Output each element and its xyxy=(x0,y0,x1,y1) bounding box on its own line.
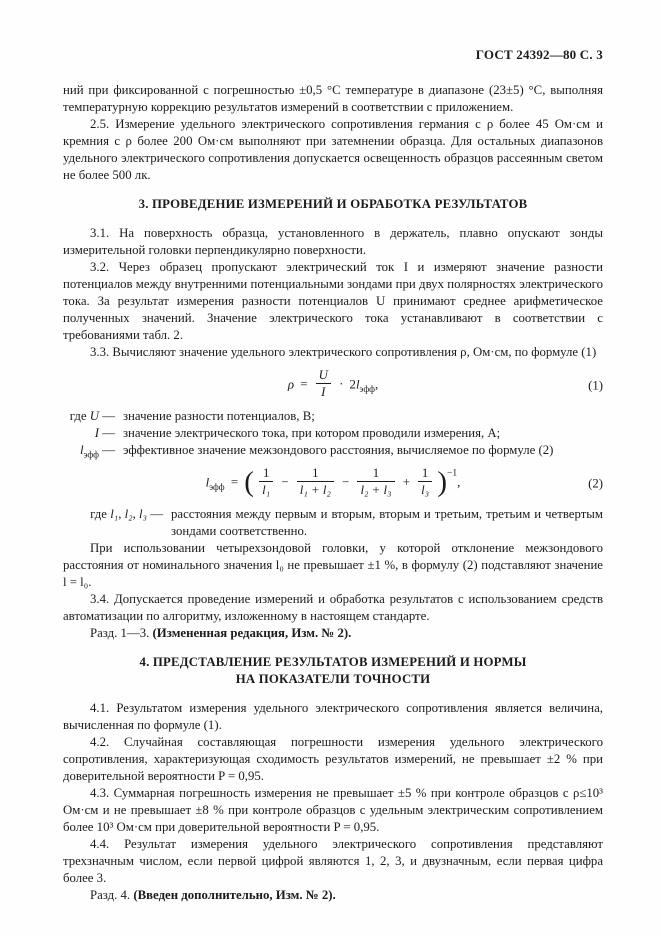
minus-sign: − xyxy=(342,475,350,490)
equation-number-2: (2) xyxy=(588,476,603,490)
paragraph-2-5: 2.5. Измерение удельного электрического сопротивления германия с ρ более 45 Ом·см и кремния с ρ более 200 Ом·см выполняют при затемнении образца. Для остальных диапазонов удельного электрического сопротивления допускается освещенность образцов рассеянным светом не более 500 лк. xyxy=(63,117,603,182)
paragraph-4-3: 4.3. Суммарная погрешность измерения не превышает ±5 % при контроле образцов с ρ≤10³ Ом·см и не превышает ±8 % при контроле образцов с удельным электрическим сопротивлением более 10³ Ом·см при доверительной вероятности P = 0,95. xyxy=(63,786,603,834)
formula-1 xyxy=(63,370,603,401)
paragraph-3-1: 3.1. На поверхность образца, установленного в держатель, плавно опускают зонды измерительной головки перпендикулярно поверхности. xyxy=(63,226,603,257)
fraction-1-l2l3: $\frac{1}{\text{l₂ + l₃}}$ xyxy=(357,466,394,497)
formula-2-lhs: l xyxy=(205,475,210,490)
revision-note-1-3: Разд. 1—3. (Измененная редакция, Изм. № 2). xyxy=(90,626,352,640)
formula-1-coef: 2 xyxy=(349,377,356,392)
formula-2-body xyxy=(205,465,461,499)
dash: — xyxy=(102,443,115,457)
section-4-heading xyxy=(63,654,603,688)
definition-row-u xyxy=(63,408,603,425)
paragraph-4-1: 4.1. Результатом измерения удельного электрического сопротивления является величина, вычисленная по формуле (1). xyxy=(63,701,603,732)
where-def-i: значение электрического тока, при котором проводили измерения, А; xyxy=(123,426,501,440)
fraction-1-l3: $\frac{1}{\text{l₃}}$ xyxy=(418,466,432,497)
definition-row-l123 xyxy=(63,506,603,540)
multiply-dot: · xyxy=(339,377,344,392)
where-def-u: значение разности потенциалов, В; xyxy=(123,409,315,423)
fraction-1-l1: $\frac{1}{\text{l₁}}$ xyxy=(259,466,273,497)
where-var-leff: l xyxy=(80,443,84,457)
paragraph-3-3: 3.3. Вычисляют значение удельного электрического сопротивления ρ, Ом·см, по формуле (1) xyxy=(90,345,597,359)
formula-1-subscript: эфф xyxy=(359,383,375,394)
section-4-heading-line1: 4. ПРЕДСТАВЛЕНИЕ РЕЗУЛЬТАТОВ ИЗМЕРЕНИЙ И НОРМЫ xyxy=(139,655,527,669)
page-header: ГОСТ 24392—80 С. 3 xyxy=(475,47,603,62)
definition-row-i xyxy=(63,425,603,442)
paragraph-4-4: 4.4. Результат измерения удельного электрического сопротивления представляют трехзначным числом, если первой цифрой являются 1, 2, 3, и двузначным, если первая цифра более 3. xyxy=(63,837,603,885)
definition-row-leff: $l_{эфф}$ — эффективное значение межзондового расстояния, вычисляемое по формуле (2) xyxy=(63,442,603,459)
revision-bold-text: (Измененная редакция, Изм. № 2). xyxy=(152,626,352,640)
paragraph-3-4: 3.4. Допускается проведение измерений и обработка результатов с использованием средств автоматизации по алгоритму, изложенному в настоящем стандарте. xyxy=(63,592,603,623)
dash: — xyxy=(102,409,115,423)
formula-1-body xyxy=(288,370,378,401)
where-pre: где xyxy=(69,409,87,423)
paragraph-3-2: 3.2. Через образец пропускают электрический ток I и измеряют значение разности потенциалов между внутренними потенциальными зондами при двух полярностях электрического тока. За результат измерения разности потенциалов U принимают среднее арифметическое полученных значений. Значение электрического тока устанавливают в соответствии с требованиями табл. 2. xyxy=(63,260,603,342)
formula-1-trail: , xyxy=(374,377,379,392)
formula-2 xyxy=(63,465,603,499)
section-4-heading-line2: НА ПОКАЗАТЕЛИ ТОЧНОСТИ xyxy=(235,672,431,686)
where-var-i: I xyxy=(94,426,99,440)
paragraph-probe-head: При использовании четырехзондовой головки, у которой отклонение межзондового расстояния от номинального значения l₀ не превышает ±1 %, в формулу (2) подставляют значение l = l₀. xyxy=(63,541,603,589)
section-3-heading: 3. ПРОВЕДЕНИЕ ИЗМЕРЕНИЙ И ОБРАБОТКА РЕЗУЛЬТАТОВ xyxy=(138,197,528,211)
where-def-leff: эффективное значение межзондового расстояния, вычисляемое по формуле (2) xyxy=(123,443,554,457)
formula-1-var: l xyxy=(355,377,360,392)
plus-sign: + xyxy=(402,475,410,490)
where-vars-l123: l₁, l₂, l₃ xyxy=(110,507,147,521)
equals-sign: = xyxy=(230,475,239,490)
paragraph-continuation: ний при фиксированной с погрешностью ±0,5 °С температуре в диапазоне (23±5) °С, выполняя температурную коррекцию результатов измерений в соответствии с приложением. xyxy=(63,83,603,114)
formula-2-trail: , xyxy=(457,475,461,490)
equation-number-1: (1) xyxy=(588,378,603,392)
where-pre: где xyxy=(90,507,107,521)
minus-sign: − xyxy=(281,475,289,490)
dash: — xyxy=(102,426,115,440)
paragraph-4-2: 4.2. Случайная составляющая погрешности измерения удельного электрического сопротивления, характеризующая сходимость результатов измерений, не превышает ±2 % при доверительной вероятности P = 0,95. xyxy=(63,735,603,783)
revision-note-4: Разд. 4. (Введен дополнительно, Изм. № 2). xyxy=(90,888,336,902)
where-var-u: U xyxy=(89,409,99,423)
revision-bold-text: (Введен дополнительно, Изм. № 2). xyxy=(133,888,336,902)
where-def-l123: расстояния между первым и вторым, вторым и третьим, третьим и четвертым зондами соответственно. xyxy=(171,507,603,538)
close-paren: ) xyxy=(437,465,448,498)
open-paren: ( xyxy=(244,465,254,498)
dash: — xyxy=(150,507,163,521)
fraction-1-l1l2: $\frac{1}{\text{l₁ + l₂}}$ xyxy=(297,466,334,497)
equals-sign: = xyxy=(300,377,308,392)
fraction-u-over-i: $\frac{U}{I}$ xyxy=(316,368,331,399)
formula-1-lhs: ρ xyxy=(287,377,294,392)
formula-2-lhs-subscript: эфф xyxy=(209,481,225,492)
exponent-minus-1: −1 xyxy=(447,468,458,479)
